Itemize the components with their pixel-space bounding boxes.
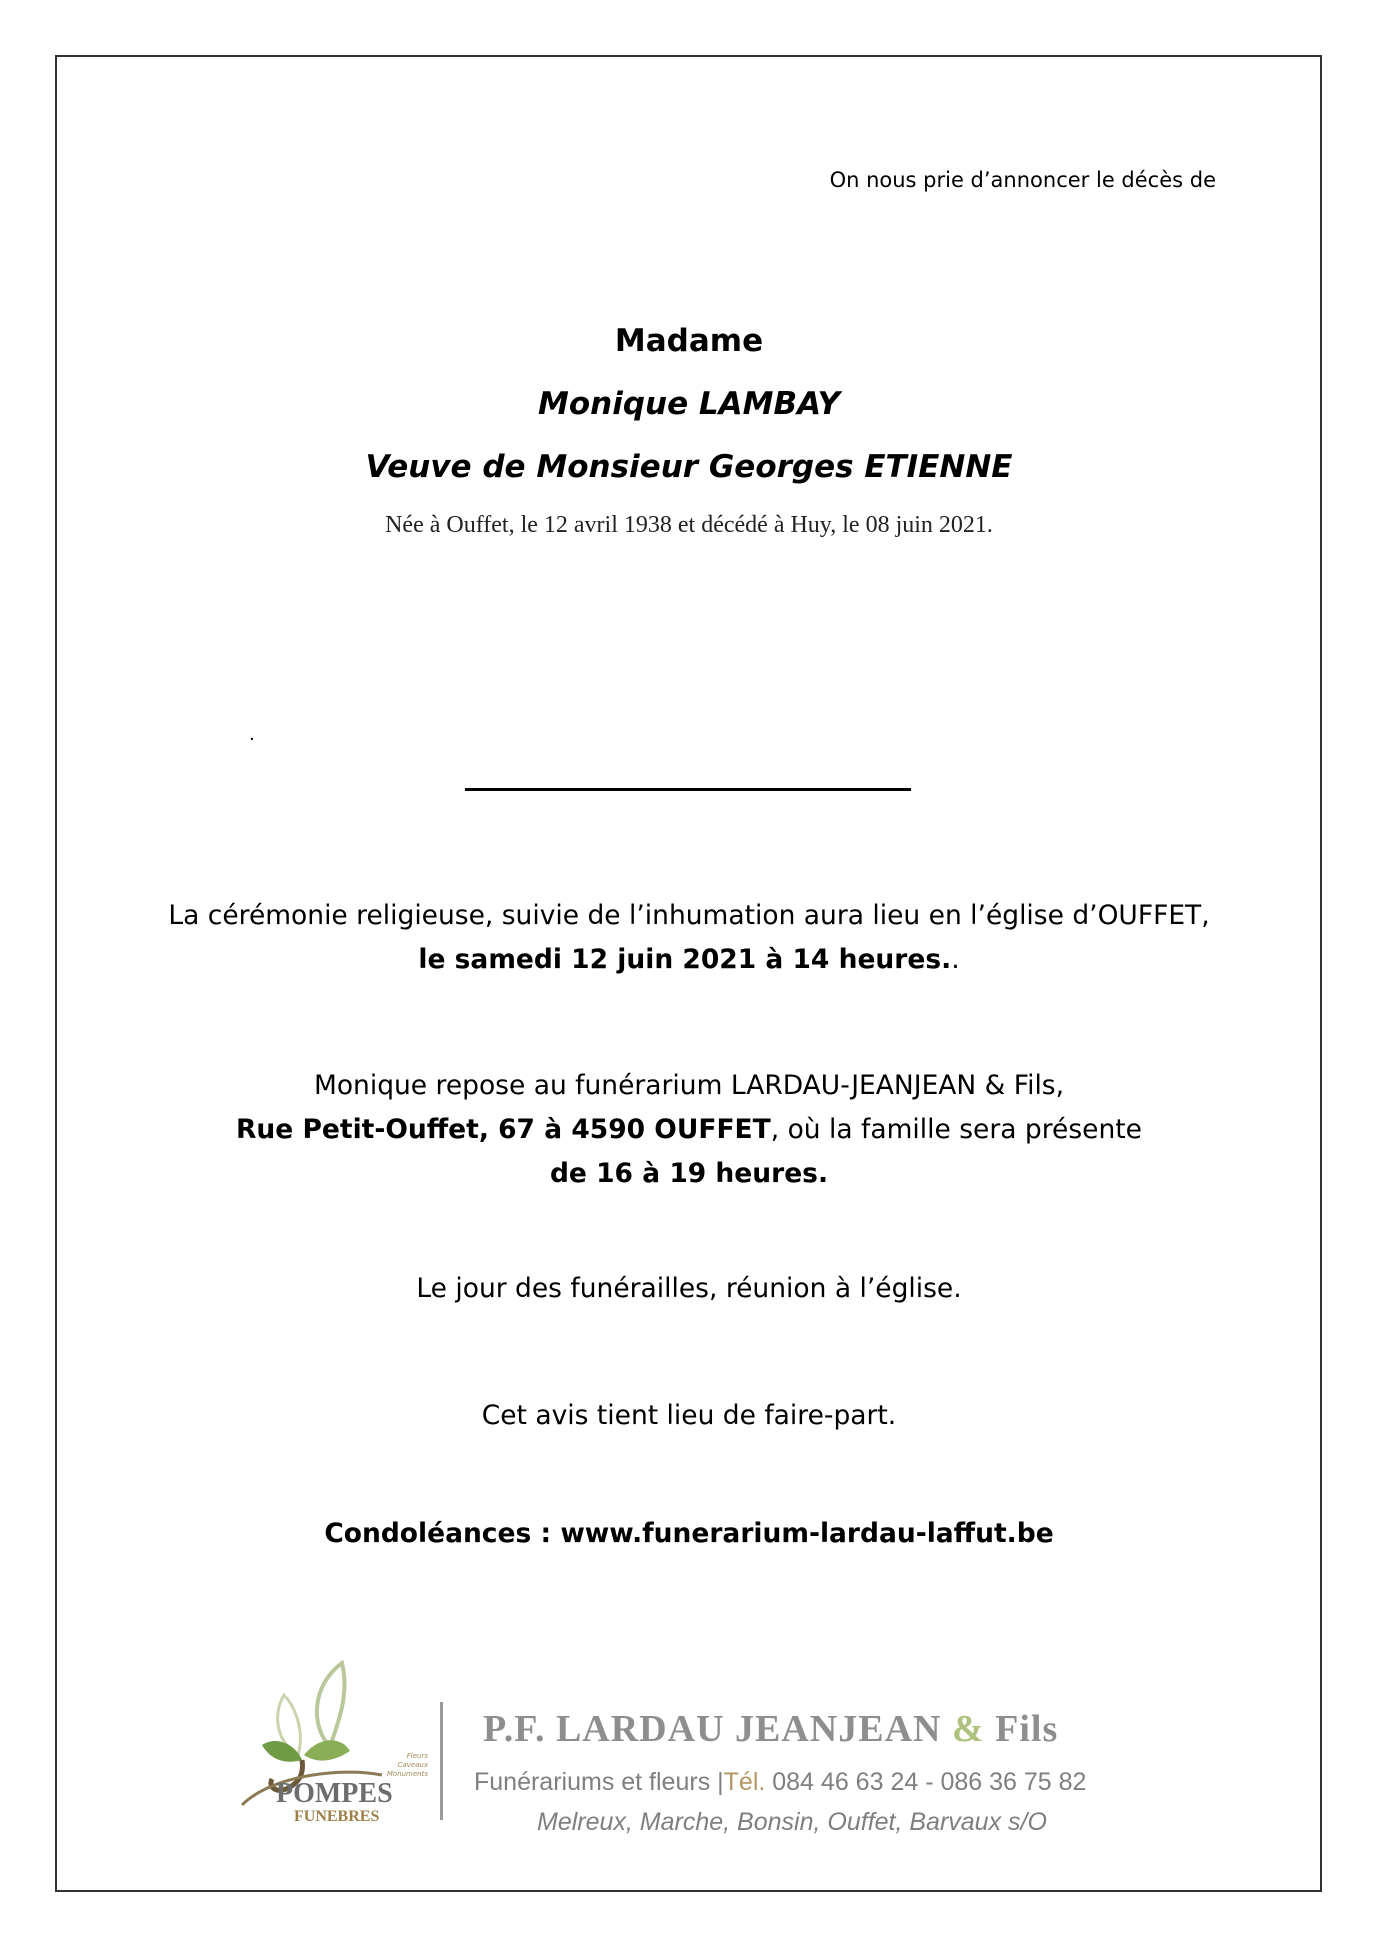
rest-address: Rue Petit-Ouffet, 67 à 4590 OUFFET [236, 1114, 771, 1145]
ceremony-line-1: La cérémonie religieuse, suivie de l’inhumation aura lieu en l’église d’OUFFET, [168, 900, 1210, 931]
widow-line: Veuve de Monsieur Georges ETIENNE [365, 449, 1013, 485]
company-contact: Funérariums et fleurs |Tél. 084 46 63 24 - 086 36 75 82 [474, 1768, 1087, 1796]
rest-line-2: Rue Petit-Ouffet, 67 à 4590 OUFFET, où la famille sera présente [236, 1114, 1142, 1145]
ceremony-date: le samedi 12 juin 2021 à 14 heures. [418, 944, 952, 975]
rest-line-1: Monique repose au funérarium LARDAU-JEANJEAN & Fils, [313, 1070, 1065, 1101]
intro-text: On nous prie d’annoncer le décès de [829, 168, 1216, 192]
rest-line-3 [0, 1152, 1378, 1196]
company-name: P.F. LARDAU JEANJEAN & Fils [483, 1708, 1059, 1750]
rest-hours: de 16 à 19 heures. [549, 1158, 829, 1189]
pompes-funebres-logo [232, 1655, 427, 1825]
funeral-day-text: Le jour des funérailles, réunion à l’église. [416, 1273, 962, 1304]
condolences-text: Condoléances : www.funerarium-lardau-laffut.be [324, 1518, 1054, 1549]
company-locations: Melreux, Marche, Bonsin, Ouffet, Barvaux s/O [537, 1808, 1047, 1836]
logo-word-funebres: FUNEBRES [294, 1808, 380, 1825]
logo-services-list: Fleurs Caveaux Monuments [386, 1752, 428, 1778]
stray-dot: . [249, 724, 255, 745]
birth-death-line: Née à Ouffet, le 12 avril 1938 et décédé à Huy, le 08 juin 2021. [385, 512, 993, 538]
notice-text: Cet avis tient lieu de faire-part. [481, 1400, 897, 1431]
ceremony-line-2: le samedi 12 juin 2021 à 14 heures.. [418, 944, 960, 975]
rest-paragraph [0, 1064, 1378, 1196]
footer-divider [440, 1702, 443, 1820]
deceased-name: Monique LAMBAY [537, 386, 841, 422]
logo-word-pompes: POMPES [276, 1778, 393, 1809]
ceremony-paragraph [0, 894, 1378, 982]
title-madame: Madame [614, 323, 764, 359]
separator-rule [465, 788, 911, 791]
